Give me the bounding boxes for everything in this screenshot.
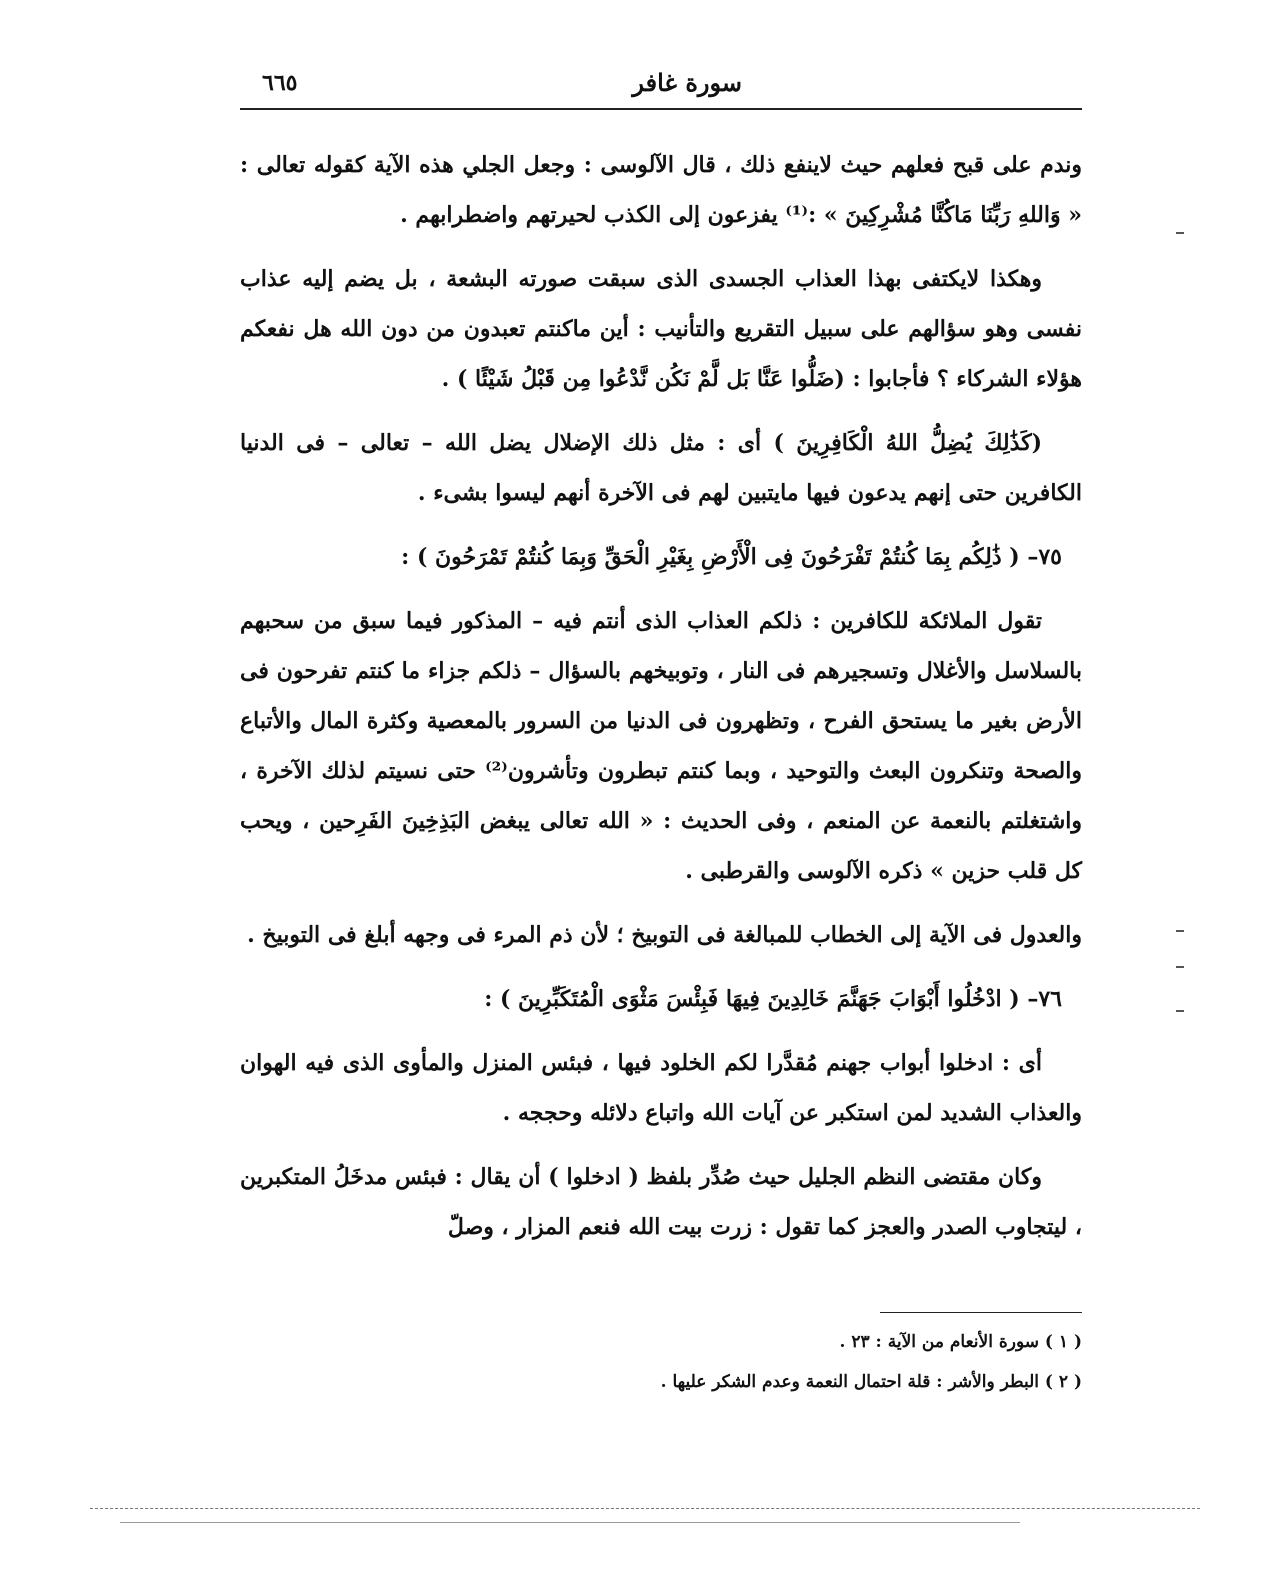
margin-mark: [1176, 232, 1184, 234]
header-divider: [240, 108, 1082, 110]
margin-mark: [1176, 966, 1184, 968]
paragraph: والعدول فى الآية إلى الخطاب للمبالغة فى التوبيخ ؛ لأن ذم المرء فى وجهه أبلغ فى التوبيخ .: [247, 922, 1082, 948]
scan-edge-line: [90, 1508, 1200, 1509]
paragraph: وكان مقتضى النظم الجليل حيث صُدِّر بلفظ ( ادخلوا ) أن يقال : فبئس مدخَلُ المتكبرين ، ليتجاوب الصدر والعجز كما تقول : زرت بيت الله فنعم المزار ، وصلّ: [240, 1164, 1082, 1240]
main-text: [240, 140, 1082, 1266]
footnote-divider: [880, 1312, 1082, 1313]
page-number: ٦٦٥: [262, 70, 298, 96]
verse-heading: ٧٦– ( ادْخُلُوا أَبْوَابَ جَهَنَّمَ خَالِدِينَ فِيهَا فَبِئْسَ مَثْوَى الْمُتَكَبِّرِينَ ) :: [484, 986, 1062, 1012]
surah-title: سورة غافر: [632, 68, 742, 97]
paragraph: أى : ادخلوا أبواب جهنم مُقدَّرا لكم الخلود فيها ، فبئس المنزل والمأوى الذى فيه الهوان والعذاب الشديد لمن استكبر عن آيات الله واتباع دلائله وحججه .: [240, 1050, 1082, 1126]
verse-heading: ٧٥– ( ذَٰلِكُم بِمَا كُنتُمْ تَفْرَحُونَ فِى الْأَرْضِ بِغَيْرِ الْحَقِّ وَبِمَا كُنتُمْ تَمْرَحُونَ ) :: [401, 544, 1062, 570]
paragraph: (كَذَٰلِكَ يُضِلُّ اللهُ الْكَافِرِينَ ) أى : مثل ذلك الإضلال يضل الله – تعالى – فى الدنيا الكافرين حتى إنهم يدعون فيها مايتبين لهم فى الآخرة أنهم ليسوا بشىء .: [240, 430, 1082, 506]
paragraph: وندم على قبح فعلهم حيث لاينفع ذلك ، قال الآلوسى : وجعل الجلي هذه الآية كقوله تعالى : « وَاللهِ رَبِّنَا مَاكُنَّا مُشْرِكِينَ » :⁽¹⁾ يفزعون إلى الكذب لحيرتهم واضطرابهم .: [240, 152, 1082, 228]
margin-mark: [1176, 1010, 1184, 1012]
footnote: ( ٢ ) البطر والأشر : قلة احتمال النعمة وعدم الشكر عليها .: [660, 1372, 1082, 1392]
page-header: [240, 64, 1082, 104]
margin-mark: [1176, 930, 1184, 932]
paragraph: تقول الملائكة للكافرين : ذلكم العذاب الذى أنتم فيه – المذكور فيما سبق من سحبهم بالسلاسل والأغلال وتسجيرهم فى النار ، وتوبيخهم بالسؤال – ذلكم جزاء ما كنتم تفرحون فى الأرض بغير ما يستحق الفرح ، وتظهرون فى الدنيا من السرور بالمعصية وكثرة المال والأتباع والصحة وتنكرون البعث والتوحيد ، وبما كنتم تبطرون وتأشرون⁽²⁾ حتى نسيتم لذلك الآخرة ، واشتغلتم بالنعمة عن المنعم ، وفى الحديث : « الله تعالى يبغض البَذِخِينَ الفَرِحين ، ويحب كل قلب حزين » ذكره الآلوسى والقرطبى .: [240, 608, 1082, 884]
paragraph: وهكذا لايكتفى بهذا العذاب الجسدى الذى سبقت صورته البشعة ، بل يضم إليه عذاب نفسى وهو سؤالهم على سبيل التقريع والتأنيب : أين ماكنتم تعبدون من دون الله هل نفعكم هؤلاء الشركاء ؟ فأجابوا : (ضَلُّوا عَنَّا بَل لَّمْ نَكُن نَّدْعُوا مِن قَبْلُ شَيْئًا ) .: [240, 266, 1082, 392]
footnotes: [240, 1322, 1082, 1402]
scan-edge-line: [120, 1522, 1020, 1523]
footnote: ( ١ ) سورة الأنعام من الآية : ٢٣ .: [839, 1332, 1082, 1352]
